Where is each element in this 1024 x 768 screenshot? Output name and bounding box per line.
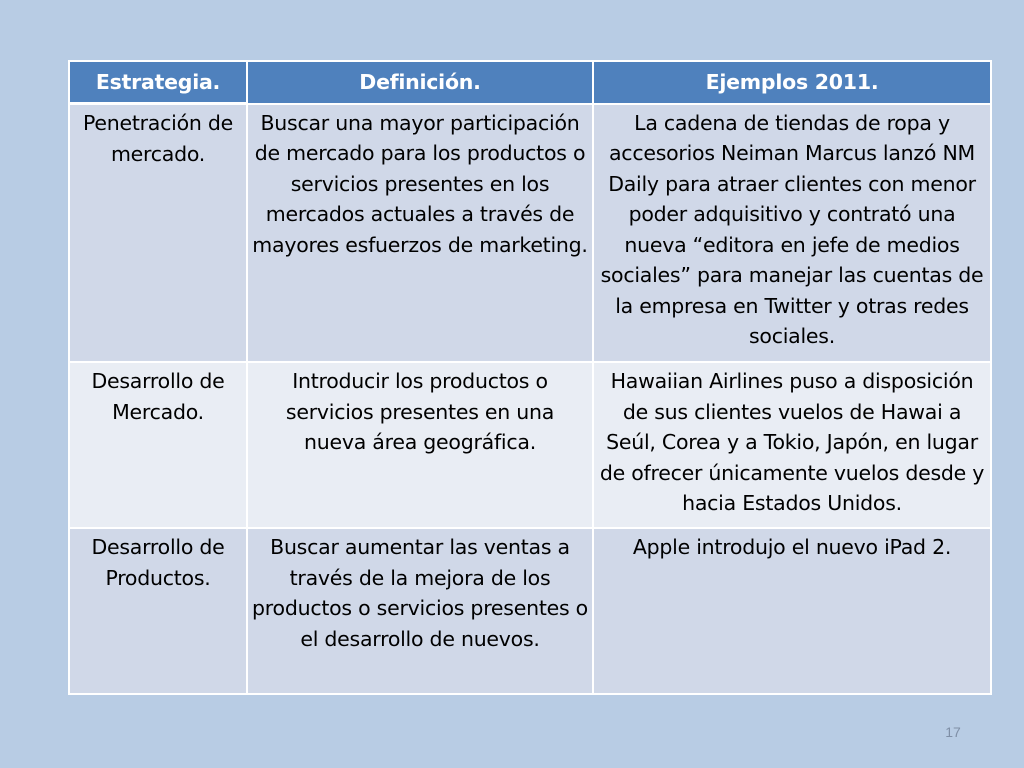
- table-row: [69, 104, 991, 363]
- column-header-examples: Ejemplos 2011.: [593, 61, 991, 104]
- table-row: [69, 528, 991, 694]
- example-cell: Apple introdujo el nuevo iPad 2.: [593, 528, 991, 694]
- example-cell: La cadena de tiendas de ropa y accesorios Neiman Marcus lanzó NM Daily para atraer clientes con menor poder adquisitivo y contrató una nueva “editora en jefe de medios sociales” para manejar las cuentas de la empresa en Twitter y otras redes sociales.: [593, 104, 991, 363]
- strategy-cell: Desarrollo de Productos.: [69, 528, 247, 694]
- table-row: [69, 362, 991, 528]
- definition-cell: Buscar una mayor participación de mercado para los productos o servicios presentes en los mercados actuales a través de mayores esfuerzos de marketing.: [247, 104, 593, 363]
- column-header-strategy: Estrategia.: [69, 61, 247, 104]
- definition-cell: Buscar aumentar las ventas a través de la mejora de los productos o servicios presentes o el desarrollo de nuevos.: [247, 528, 593, 694]
- strategy-cell: Penetración de mercado.: [69, 104, 247, 363]
- example-cell: Hawaiian Airlines puso a disposición de sus clientes vuelos de Hawai a Seúl, Corea y a Tokio, Japón, en lugar de ofrecer únicamente vuelos desde y hacia Estados Unidos.: [593, 362, 991, 528]
- table-header-row: [69, 61, 991, 104]
- strategy-table: [68, 60, 992, 695]
- page-number: 17: [945, 724, 961, 740]
- definition-cell: Introducir los productos o servicios presentes en una nueva área geográfica.: [247, 362, 593, 528]
- column-header-definition: Definición.: [247, 61, 593, 104]
- strategy-cell: Desarrollo de Mercado.: [69, 362, 247, 528]
